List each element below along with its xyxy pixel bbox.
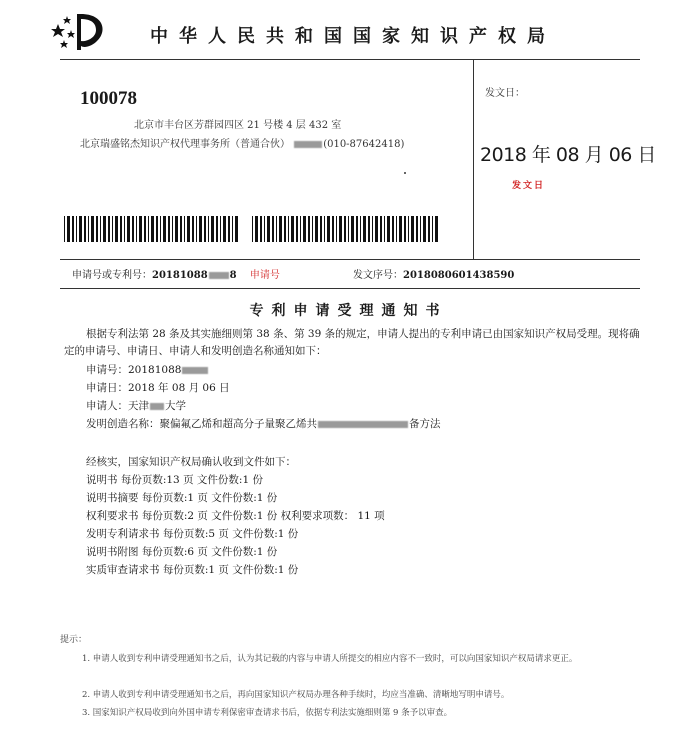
redacted-block (182, 367, 208, 374)
issue-date: 2018 年 08 月 06 日 (480, 144, 656, 166)
issue-date-label: 发文日： (485, 88, 525, 99)
serial-label: 发文序号： (353, 270, 404, 281)
cnipa-logo (50, 10, 108, 54)
field-label: 申请号： (86, 364, 128, 376)
file-line: 说明书 每份页数:13 页 文件份数:1 份 (86, 474, 263, 486)
app-row-divider (60, 288, 640, 289)
intro-paragraph: 根据专利法第 28 条及其实施细则第 38 条、第 39 条的规定，申请人提出的专利申请已由国家知识产权局受理。现将确定的申请号、申请日、申请人和发明创造名称通知如下： (64, 328, 640, 357)
field-invention-name (86, 415, 441, 433)
agency-title: 中华人民共和国国家知识产权局 (150, 26, 556, 47)
application-fields (86, 361, 441, 433)
field-value: 天津 (128, 400, 149, 412)
field-value: 聚偏氟乙烯和超高分子量聚乙烯共 (159, 418, 317, 430)
note-item: 3. 国家知识产权局收到向外国申请专利保密审查请求书后，依据专利法实施细则第 9 条予以审查。 (82, 708, 453, 718)
notes-label: 提示： (60, 635, 88, 645)
field-label: 发明创造名称： (86, 418, 160, 430)
note-item: 1. 申请人收到专利申请受理通知书之后，认为其记载的内容与申请人所提交的相应内容不一致时，可以向国家知识产权局请求更正。 (82, 654, 578, 664)
field-value: 2018 年 08 月 06 日 (128, 382, 230, 394)
file-line: 发明专利请求书 每份页数:5 页 文件份数:1 份 (86, 528, 299, 540)
files-intro: 经核实，国家知识产权局确认收到文件如下： (86, 456, 296, 468)
redacted-block (150, 403, 164, 410)
document-title: 专利申请受理通知书 (249, 303, 448, 319)
file-line: 实质审查请求书 每份页数:1 页 文件份数:1 份 (86, 564, 299, 576)
app-no-value-suffix: 8 (229, 270, 237, 281)
postal-code: 100078 (80, 88, 137, 109)
note-item: 2. 申请人收到专利申请受理通知书之后，再向国家知识产权局办理各种手续时，均应当准确、清晰地写明申请号。 (82, 690, 510, 700)
field-value-suffix: 备方法 (409, 418, 441, 430)
file-line: 说明书附图 每份页数:6 页 文件份数:1 份 (86, 546, 278, 558)
agency-phone: (010-87642418) (323, 139, 405, 150)
received-files (86, 453, 385, 579)
app-no-tag: 申请号 (249, 270, 280, 281)
address-block-divider (60, 259, 640, 260)
date-column-divider (473, 60, 474, 260)
barcode-right (252, 216, 438, 242)
app-no-label: 申请号或专利号： (72, 270, 152, 281)
redacted-block (209, 272, 229, 279)
agency-name: 北京瑞盛铭杰知识产权代理事务所（普通合伙） (80, 139, 290, 150)
field-app-no (86, 361, 441, 379)
field-value-suffix: 大学 (165, 400, 186, 412)
application-number-row (72, 266, 514, 281)
speck (404, 172, 406, 174)
recipient-address: 北京市丰台区芳群园四区 21 号楼 4 层 432 室 (134, 120, 342, 131)
field-label: 申请日： (86, 382, 128, 394)
field-applicant (86, 397, 441, 415)
field-label: 申请人： (86, 400, 128, 412)
redacted-block (318, 421, 408, 428)
recipient-agency (80, 135, 404, 150)
header-divider (60, 59, 640, 60)
issue-date-stamp: 发文日 (512, 181, 546, 191)
redacted-block (294, 141, 322, 148)
file-line: 说明书摘要 每份页数:1 页 文件份数:1 份 (86, 492, 278, 504)
serial-value: 2018080601438590 (403, 270, 515, 281)
file-line: 权利要求书 每份页数:2 页 文件份数:1 份 权利要求项数： 11 项 (86, 510, 385, 522)
app-no-value: 20181088 (152, 270, 208, 281)
barcode-left (64, 216, 242, 242)
field-value: 20181088 (128, 364, 182, 376)
field-app-date (86, 379, 441, 397)
